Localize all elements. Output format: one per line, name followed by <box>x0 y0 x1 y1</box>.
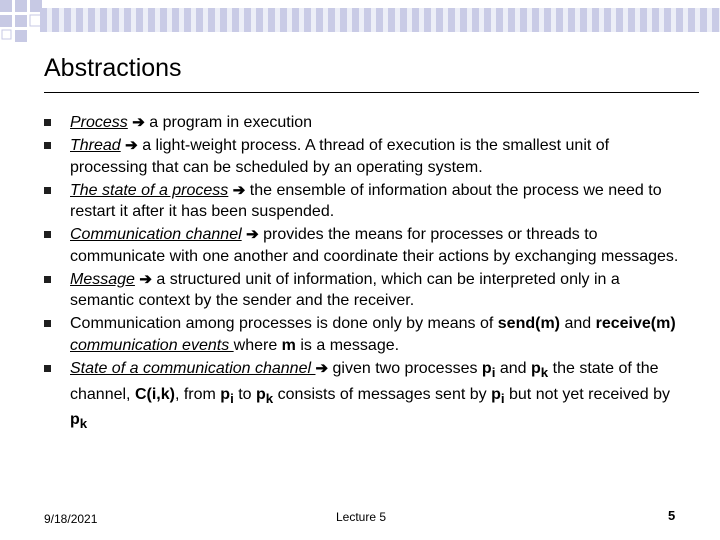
definition: the ensemble of information about the process we need to restart it after it has been suspended. <box>70 181 662 221</box>
bullet-item-communication-events <box>44 313 684 356</box>
term: State of a communication channel <box>70 359 316 377</box>
bullet-item-message <box>44 269 684 312</box>
term: Process <box>70 114 128 131</box>
square-bullet-icon <box>44 187 51 194</box>
text: but not yet received by <box>504 385 670 403</box>
term: Message <box>70 270 135 288</box>
bullet-item-process <box>44 112 684 134</box>
process-var: p <box>70 411 80 429</box>
right-arrow-icon: ➔ <box>125 136 138 154</box>
text: consists of messages sent by <box>273 385 492 403</box>
bullet-item-communication-channel <box>44 224 684 267</box>
square-bullet-icon <box>44 276 51 283</box>
square-bullet-icon <box>44 142 51 149</box>
bullet-item-state-of-process <box>44 180 684 223</box>
text: , from <box>174 385 221 403</box>
square-bullet-icon <box>44 231 51 238</box>
definition: a structured unit of information, which can be interpreted only in a semantic context by the sender and the receiver. <box>70 270 620 310</box>
definition: a light-weight process. A thread of execution is the smallest unit of processing that can be scheduled by an operating system. <box>70 136 610 176</box>
slide-title: Abstractions <box>44 54 182 82</box>
text: is a message. <box>295 336 400 354</box>
right-arrow-icon: ➔ <box>315 359 329 377</box>
term: The state of a process <box>70 181 229 199</box>
square-bullet-icon <box>44 365 51 372</box>
text: Communication among processes is done only by means of <box>70 315 498 333</box>
text: the state of the channel, <box>70 359 659 403</box>
title-divider <box>44 92 699 93</box>
right-arrow-icon: ➔ <box>232 181 246 199</box>
subscript: k <box>540 365 549 381</box>
term: Communication channel <box>70 226 242 244</box>
text: to <box>233 385 256 403</box>
footer-date: 9/18/2021 <box>44 512 98 526</box>
subscript: i <box>230 390 234 406</box>
right-arrow-icon: ➔ <box>139 270 152 288</box>
receive-op: receive(m) <box>595 315 676 333</box>
right-arrow-icon: ➔ <box>246 226 259 244</box>
definition: provides the means for processes or threads to communicate with one another and coordinate their actions by exchanging messages. <box>70 226 679 265</box>
process-var: p <box>220 385 231 403</box>
text: and <box>560 315 596 333</box>
term: communication events <box>70 336 234 354</box>
square-bullet-icon <box>44 320 51 327</box>
subscript: i <box>491 365 496 381</box>
square-bullet-icon <box>44 119 51 126</box>
text: where <box>233 336 282 354</box>
right-arrow-icon: ➔ <box>132 114 145 131</box>
footer-lecture: Lecture 5 <box>336 510 387 524</box>
message-var: m <box>281 336 296 354</box>
process-var: p <box>491 385 501 403</box>
text: and <box>495 359 531 377</box>
header-stripe-bar <box>40 8 720 32</box>
send-op: send(m) <box>497 315 561 333</box>
bullet-item-channel-state <box>44 358 684 435</box>
text: given two processes <box>328 359 482 377</box>
channel-var: C(i,k) <box>134 385 175 403</box>
process-var: p <box>256 385 266 403</box>
bullet-list <box>44 112 684 437</box>
subscript: k <box>265 390 274 406</box>
process-var: p <box>481 359 492 377</box>
term: Thread <box>70 136 121 154</box>
subscript: i <box>500 390 505 406</box>
page-number: 5 <box>668 508 676 523</box>
process-var: p <box>531 359 541 377</box>
definition: a program in execution <box>149 114 313 131</box>
subscript: k <box>79 416 88 432</box>
bullet-item-thread <box>44 135 684 178</box>
